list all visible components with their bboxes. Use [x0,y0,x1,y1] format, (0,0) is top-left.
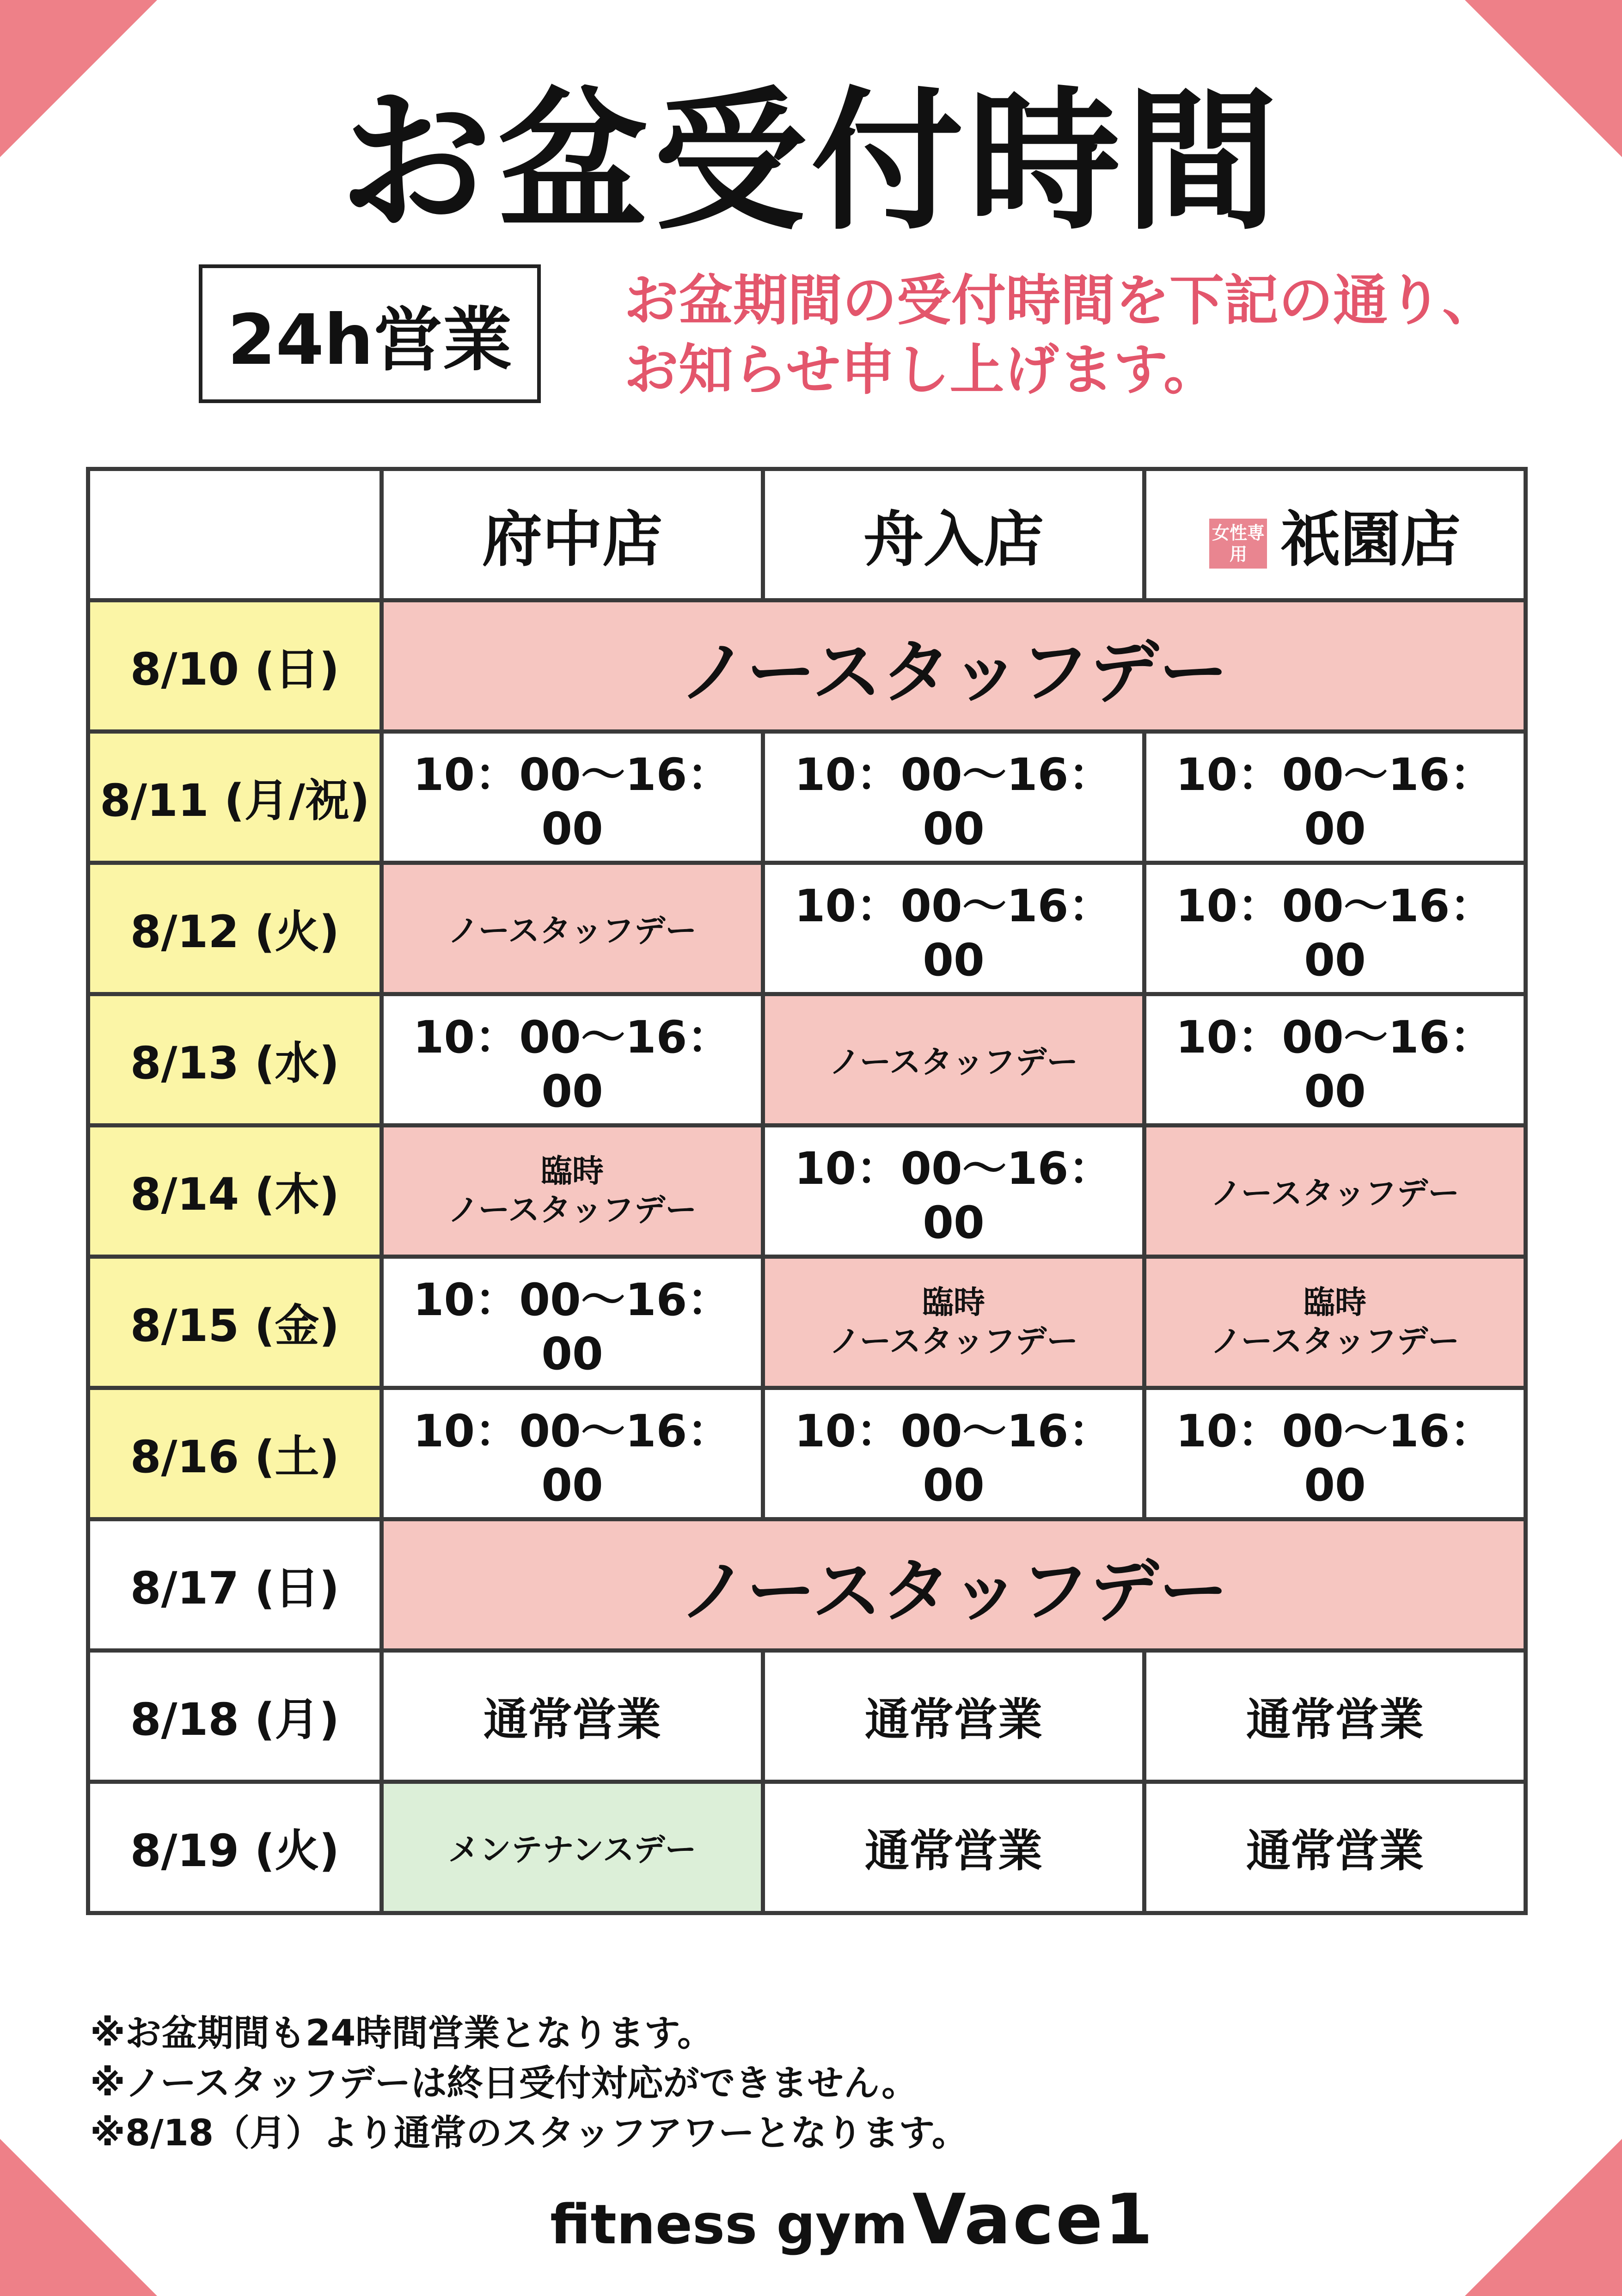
store-name-gion: 祇園店 [1280,504,1461,575]
table-row [88,1782,1526,1913]
hours-cell: 10：00〜16：00 [1145,994,1526,1126]
date-cell: 8/19 (火) [88,1782,382,1913]
hours-cell: 10：00〜16：00 [382,732,763,863]
no-staff-day-cell: ノースタッフデー [1145,1126,1526,1257]
table-row [88,1126,1526,1257]
table-row [88,1257,1526,1388]
store-header-gion [1145,469,1526,600]
women-only-badge: 女性専用 [1209,519,1267,569]
normal-business-cell: 通常営業 [1145,1782,1526,1913]
hours-cell: 10：00〜16：00 [763,732,1145,863]
intro-line-2: お知らせ申し上げます。 [624,338,1218,402]
date-cell: 8/10 (日) [88,600,382,732]
table-row [88,600,1526,732]
logo-prefix: fitness gym [550,2192,908,2256]
hours-cell: 10：00〜16：00 [763,1126,1145,1257]
corner-decoration-bottom-left [0,2139,157,2296]
header-corner-cell [88,469,382,600]
date-cell: 8/13 (水) [88,994,382,1126]
table-row [88,732,1526,863]
table-row [88,994,1526,1126]
hours-cell: 10：00〜16：00 [763,863,1145,994]
corner-decoration-bottom-right [1465,2139,1622,2296]
hours-cell: 10：00〜16：00 [763,1388,1145,1519]
no-staff-day-cell: ノースタッフデー [382,1519,1526,1651]
hours-cell: 10：00〜16：00 [1145,863,1526,994]
date-cell: 8/14 (木) [88,1126,382,1257]
date-cell: 8/18 (月) [88,1651,382,1782]
table-row [88,1519,1526,1651]
hours-cell: 10：00〜16：00 [382,994,763,1126]
normal-business-cell: 通常営業 [763,1651,1145,1782]
normal-business-cell: 通常営業 [1145,1651,1526,1782]
temporary-no-staff-day-cell: 臨時 ノースタッフデー [763,1257,1145,1388]
table-row [88,1651,1526,1782]
normal-business-cell: 通常営業 [382,1651,763,1782]
no-staff-day-cell: ノースタッフデー [763,994,1145,1126]
date-cell: 8/15 (金) [88,1257,382,1388]
table-row [88,1388,1526,1519]
page-title: お盆受付時間 [339,73,1283,251]
date-cell: 8/11 (月/祝) [88,732,382,863]
date-cell: 8/12 (火) [88,863,382,994]
normal-business-cell: 通常営業 [763,1782,1145,1913]
footnote-line: ※ノースタッフデーは終日受付対応ができません。 [90,2063,918,2104]
intro-line-1: お盆期間の受付時間を下記の通り、 [624,269,1497,332]
no-staff-day-cell: ノースタッフデー [382,863,763,994]
hours-cell: 10：00〜16：00 [1145,1388,1526,1519]
store-header-fuchu: 府中店 [382,469,763,600]
date-cell: 8/16 (土) [88,1388,382,1519]
logo-brand: Vace1 [912,2180,1155,2260]
footnote-line: ※お盆期間も24時間営業となります。 [90,2013,714,2054]
temporary-no-staff-day-cell: 臨時 ノースタッフデー [382,1126,763,1257]
hours-cell: 10：00〜16：00 [382,1388,763,1519]
no-staff-day-cell: ノースタッフデー [382,600,1526,732]
temporary-no-staff-day-cell: 臨時 ノースタッフデー [1145,1257,1526,1388]
store-header-funairi: 舟入店 [763,469,1145,600]
hours-badge: 24h営業 [199,264,541,403]
hours-cell: 10：00〜16：00 [1145,732,1526,863]
schedule-table [86,467,1528,1915]
footnotes [90,2008,968,2158]
date-cell: 8/17 (日) [88,1519,382,1651]
header-row [88,469,1526,600]
maintenance-day-cell: メンテナンスデー [382,1782,763,1913]
table-row [88,863,1526,994]
intro-text [624,266,1549,404]
brand-logo [550,2180,1155,2260]
footnote-line: ※8/18（月）より通常のスタッフアワーとなります。 [90,2112,968,2154]
hours-cell: 10：00〜16：00 [382,1257,763,1388]
